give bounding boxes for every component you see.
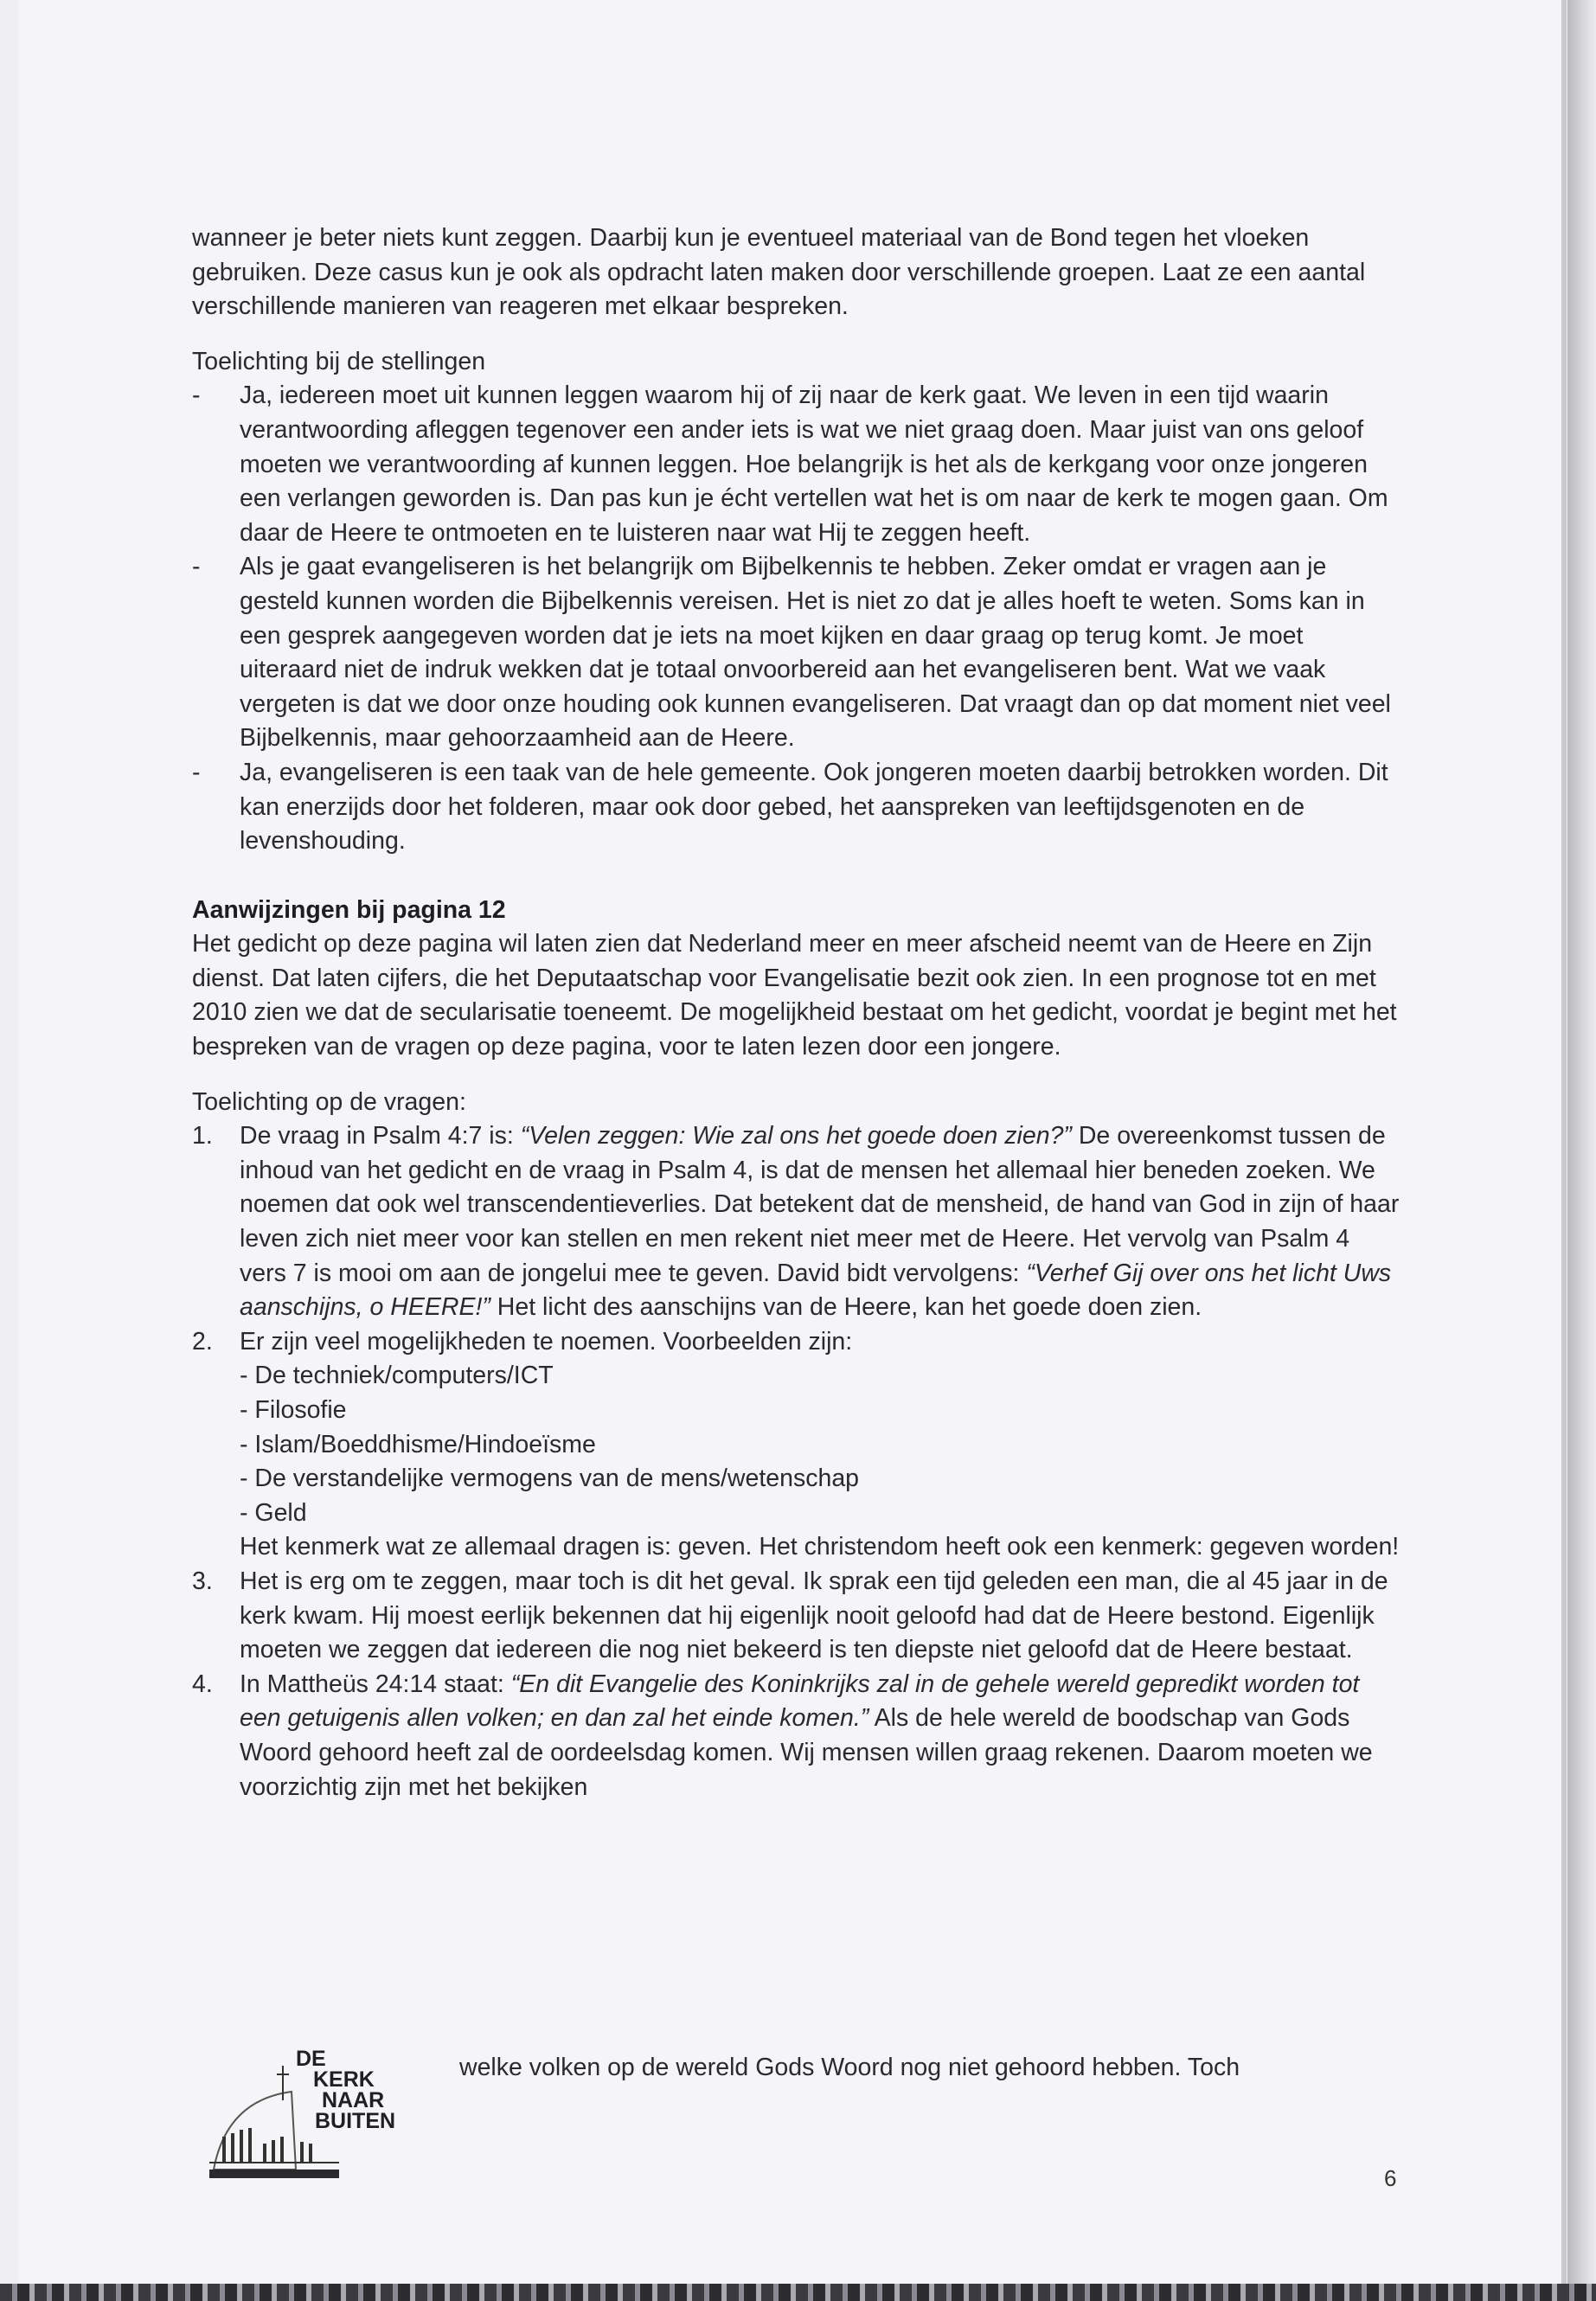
vragen-title: Toelichting op de vragen: [192, 1087, 466, 1116]
page-number: 6 [1384, 2165, 1397, 2191]
psalm-quote-2: “Verhef Gij over ons het licht Uws aanschijns, o HEERE!” [240, 1259, 1392, 1322]
logo-wordmark: DE KERK NAAR BUITEN [296, 2047, 396, 2133]
list-item: - Ja, iedereen moet uit kunnen leggen waarom hij of zij naar de kerk gaat. We leven in een tijd waarin verantwoording afleggen tegenover een ander iets is wat we niet graag doen. Maar juist van ons geloof moeten we verantwoording af kunnen leggen. Hoe belangrijk is het als de kerkgang voor onze jongeren een verlangen geworden is. Dan pas kun je écht vertellen wat het is om naar de kerk te mogen gaan. Om daar de Heere te ontmoeten en te luisteren naar wat Hij te zeggen heeft. [192, 381, 1388, 547]
page-content [192, 221, 1400, 1804]
continuation-line: welke volken op de wereld Gods Woord nog niet gehoord hebben. Toch [459, 2054, 1240, 2081]
sub-item: - De verstandelijke vermogens van de mens/wetenschap [240, 1465, 860, 1493]
page-binding [1567, 0, 1596, 2301]
question-item-4: 4. In Mattheüs 24:14 staat: “En dit Evangelie des Koninkrijks zal in de gehele wereld gepredikt worden tot een getuigenis allen volken; en dan zal het einde komen.” Als de hele wereld de boodschap van Gods Woord gehoord heeft zal de oordeelsdag komen. Wij mensen willen graag rekenen. Daarom moeten we voorzichtig zijn met het bekijken [192, 1670, 1373, 1801]
kerk-naar-buiten-logo [209, 2040, 400, 2195]
list-item: - Als je gaat evangeliseren is het belangrijk om Bijbelkennis te hebben. Zeker omdat er vragen aan je gesteld kunnen worden die Bijbelkennis vereisen. Het is niet zo dat je alles hoeft te weten. Soms kan in een gesprek aangegeven worden dat je iets na moet kijken en daar graag op terug komt. Je moet uiteraard niet de indruk wekken dat je totaal onvoorbereid aan het evangeliseren bent. Wat we vaak vergeten is dat we door onze houding ook kunnen evangeliseren. Dat vraagt dan op dat moment niet veel Bijbelkennis, maar gehoorzaamheid aan de Heere. [192, 553, 1391, 753]
stellingen-list [192, 379, 1400, 858]
sub-item: - De techniek/computers/ICT [240, 1362, 554, 1390]
stellingen-title: Toelichting bij de stellingen [192, 347, 486, 375]
sub-item: - Geld [240, 1498, 307, 1527]
vragen-list [192, 1119, 1400, 1804]
scan-edge [0, 2284, 1596, 2301]
question-item-2: 2. Er zijn veel mogelijkheden te noemen. Voorbeelden zijn: - De techniek/computers/ICT - Filosofie - Islam/Boeddhisme/Hindoeïsme - De verstandelijke vermogens van de mens/wetenschap - Geld Het kenmerk wat ze allemaal dragen is: geven. Het christendom heeft ook een kenmerk: gegeven worden! [192, 1327, 1400, 1561]
list-item: - Ja, evangeliseren is een taak van de hele gemeente. Ook jongeren moeten daarbij betrokken worden. Dit kan enerzijds door het folderen, maar ook door gebed, het aanspreken van leeftijdsgenoten en de levenshouding. [192, 758, 1388, 856]
psalm-quote: “Velen zeggen: Wie zal ons het goede doen zien?” [520, 1122, 1072, 1150]
sub-item: - Islam/Boeddhisme/Hindoeïsme [240, 1430, 596, 1458]
aanwijzingen-paragraph: Het gedicht op deze pagina wil laten zien dat Nederland meer en meer afscheid neemt van de Heere en Zijn dienst. Dat laten cijfers, die het Deputaatschap voor Evangelisatie bezit ook zien. In een prognose tot en met 2010 zien we dat de secularisatie toeneemt. De mogelijkheid bestaat om het gedicht, voordat je begint met het bespreken van de vragen op deze pagina, voor te laten lezen door een jongere. [192, 930, 1397, 1061]
question-item-1: 1. De vraag in Psalm 4:7 is: “Velen zeggen: Wie zal ons het goede doen zien?” De overeenkomst tussen de inhoud van het gedicht en de vraag in Psalm 4, is dat de mensen het allemaal hier beneden zoeken. We noemen dat ook wel transcendentieverlies. Dat betekent dat de mensheid, de hand van God in zijn of haar leven zich niet meer voor kan stellen en men rekent niet meer met de Heere. Het vervolg van Psalm 4 vers 7 is mooi om aan de jongelui mee te geven. David bidt vervolgens: “Verhef Gij over ons het licht Uws aanschijns, o HEERE!” Het licht des aanschijns van de Heere, kan het goede doen zien. [192, 1122, 1400, 1322]
matthew-quote: “En dit Evangelie des Koninkrijks zal in de gehele wereld gepredikt worden tot een getuigenis allen volken; en dan zal het einde komen.” [240, 1670, 1360, 1733]
question-item-3: 3. Het is erg om te zeggen, maar toch is dit het geval. Ik sprak een tijd geleden een man, die al 45 jaar in de kerk kwam. Hij moest eerlijk bekennen dat hij eigenlijk nooit geloofd had dat de Heere bestond. Eigenlijk moeten we zeggen dat iedereen die nog niet bekeerd is ten diepste niet geloofd dat de Heere bestaat. [192, 1567, 1388, 1664]
intro-paragraph: wanneer je beter niets kunt zeggen. Daarbij kun je eventueel materiaal van de Bond tegen het vloeken gebruiken. Deze casus kun je ook als opdracht laten maken door verschillende groepen. Laat ze een aantal verschillende manieren van reageren met elkaar bespreken. [192, 224, 1366, 321]
sub-item: - Filosofie [240, 1396, 347, 1424]
section-heading: Aanwijzingen bij pagina 12 [192, 895, 506, 924]
